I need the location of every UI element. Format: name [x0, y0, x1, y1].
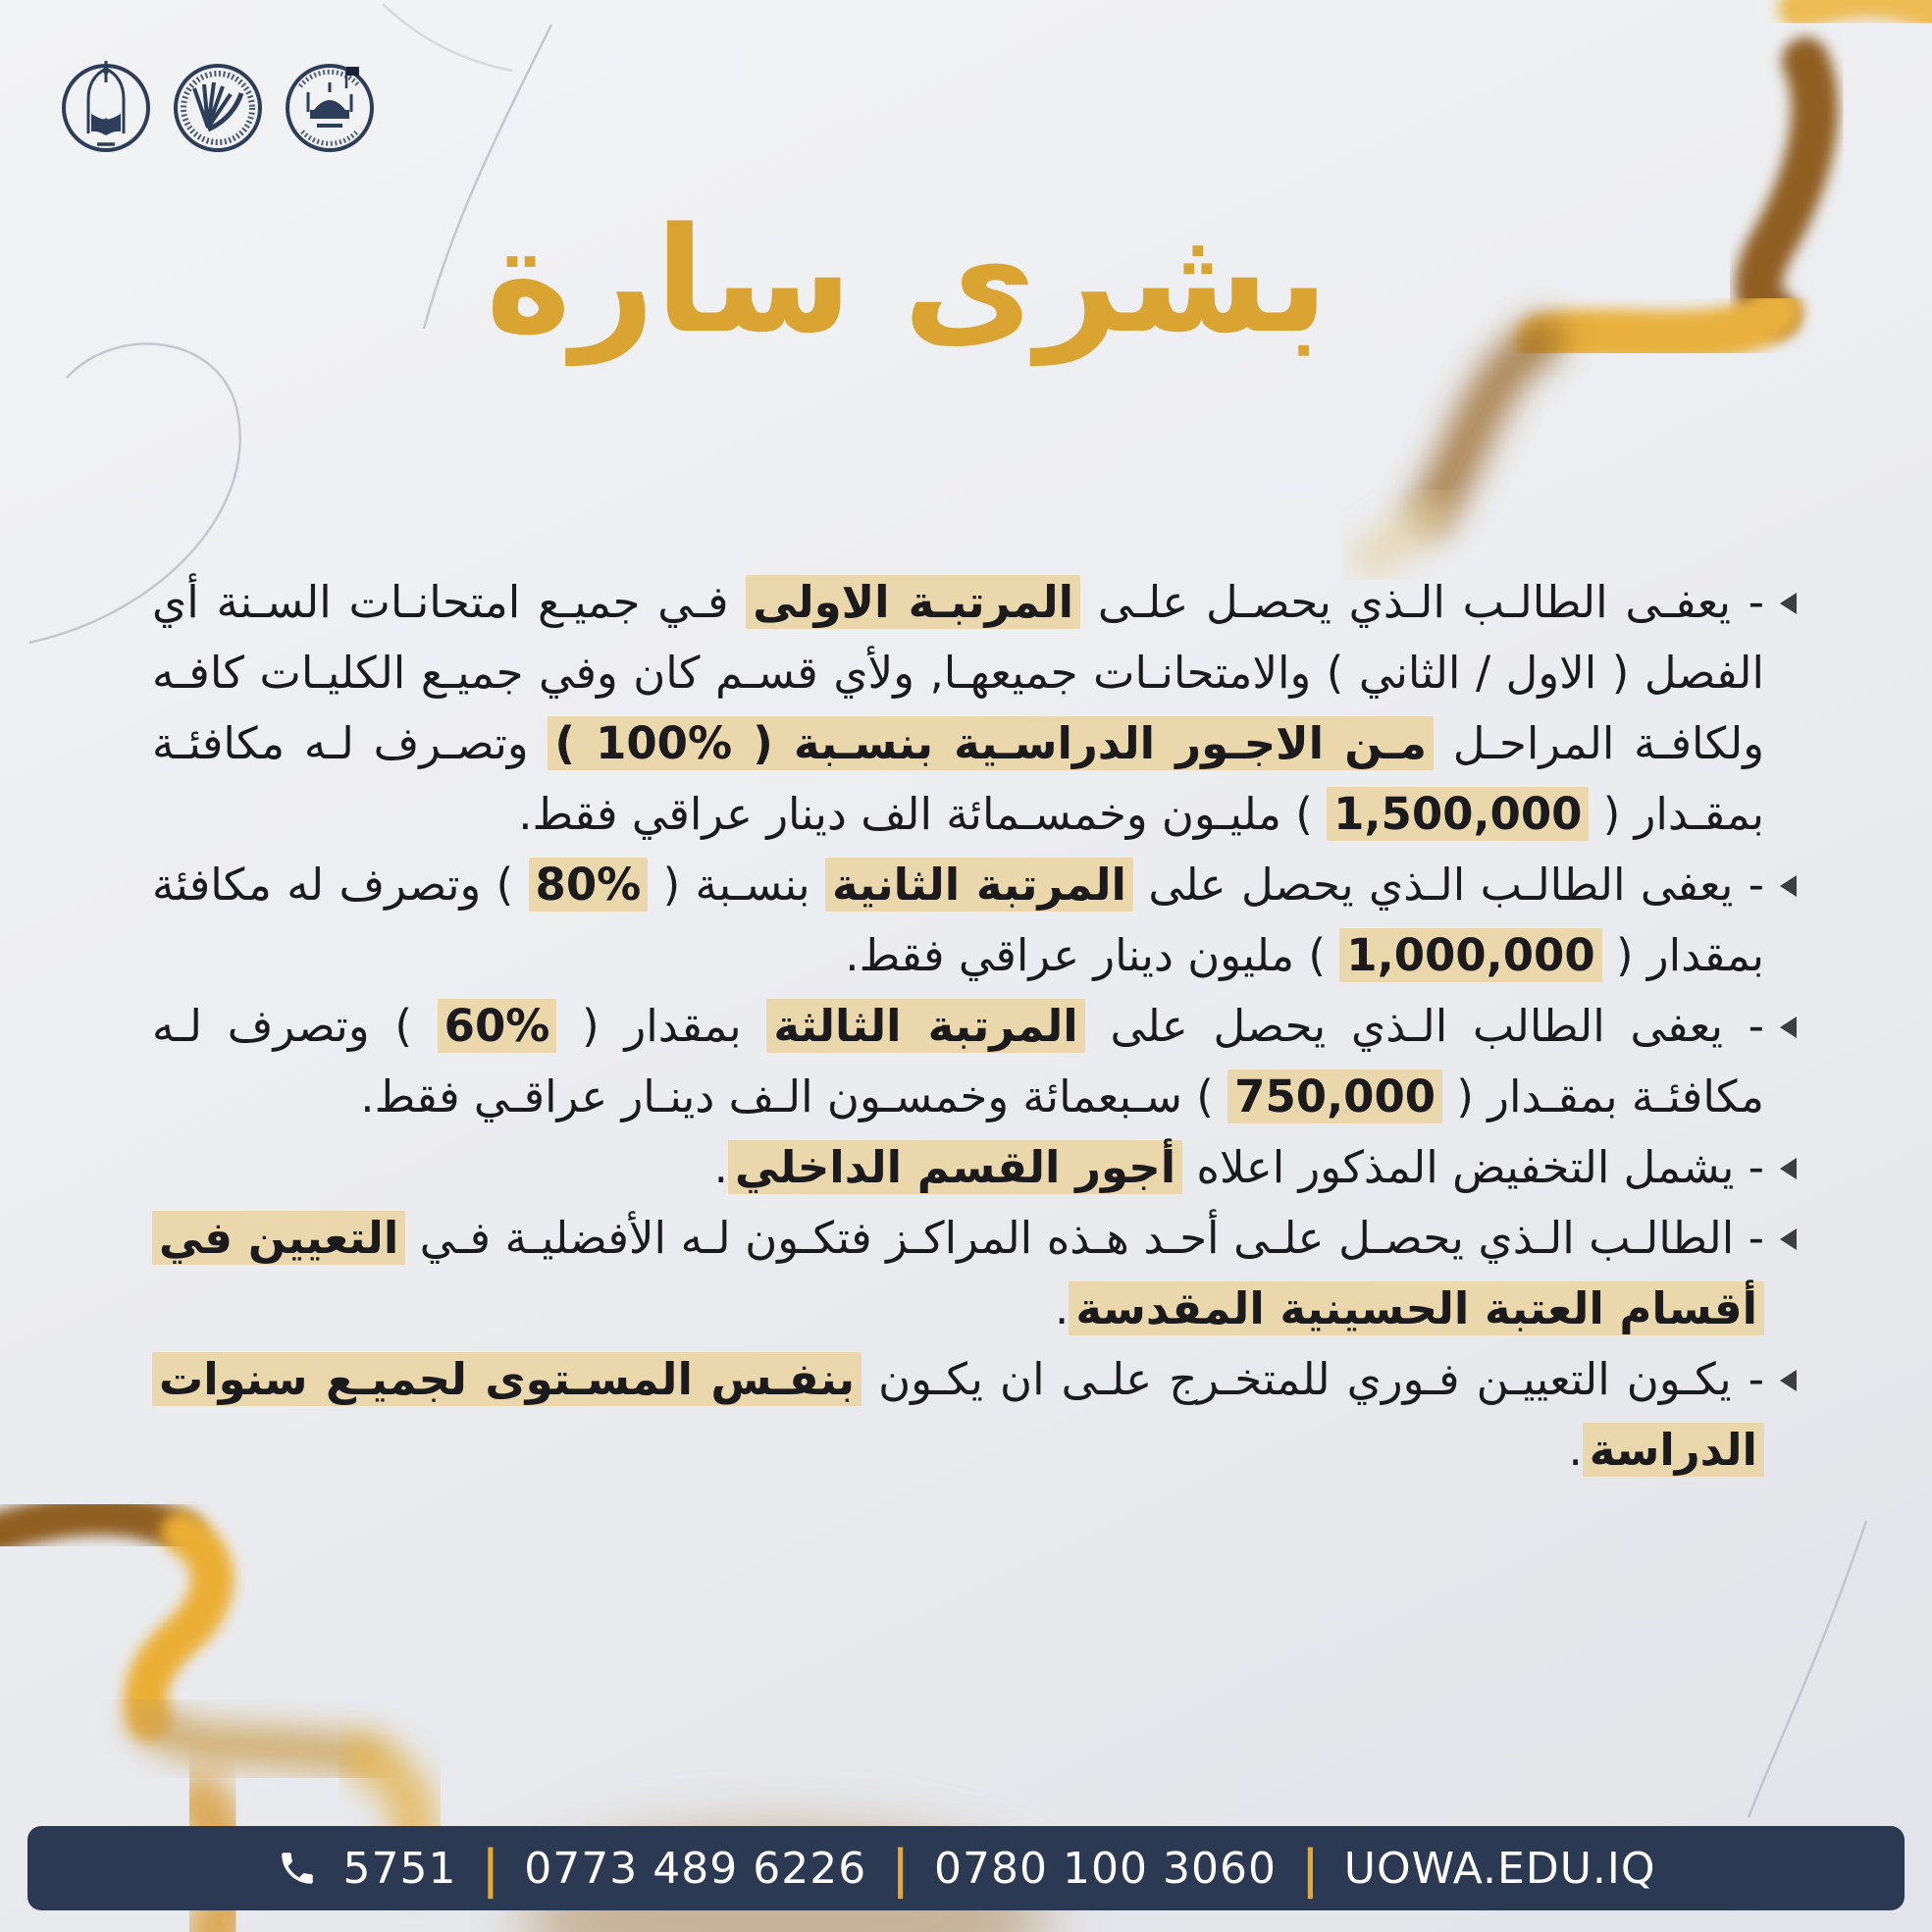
text-segment: فـي جميـع امتحانـات السـنة أي الفصل ( الاول / الثاني ) والامتحانـات جميعهـا, ولأي قسـم كان وفي جميـع الكليـات كافـه ولكافـة المراحـل: [152, 576, 1764, 769]
bullet-triangle-icon: [1780, 1370, 1797, 1391]
highlighted-text: 1,500,000: [1327, 787, 1589, 841]
list-item: [152, 567, 1797, 850]
text-segment: .: [1055, 1282, 1070, 1334]
text-segment: - يشمل التخفيض المذكور اعلاه: [1182, 1141, 1764, 1193]
highlighted-text: %60: [438, 999, 557, 1053]
bullet-text: [152, 991, 1764, 1132]
bullet-triangle-icon: [1780, 1017, 1797, 1038]
bullet-text: [152, 850, 1764, 991]
highlighted-text: بنفـس المسـتوى لجميـع سنوات الدراسة: [152, 1352, 1764, 1477]
text-segment: وتصـرف لـه مكافئـة بمقـدار (: [152, 717, 1764, 840]
ministry-of-higher-education-logo: [176, 66, 260, 150]
page-title: بشرى سارة: [485, 196, 1330, 365]
text-segment: بنسـبة (: [648, 859, 826, 911]
bullet-text: [152, 1203, 1764, 1344]
footer-separator: |: [892, 1837, 910, 1900]
text-segment: .: [1568, 1424, 1583, 1476]
phone-icon: [277, 1848, 318, 1889]
list-item: [152, 1132, 1797, 1203]
highlighted-text: المرتبـة الاولى: [746, 575, 1080, 629]
phone-number: 0780 100 3060: [934, 1843, 1277, 1894]
highlighted-text: التعيين في أقسام العتبة الحسينية المقدسة: [152, 1211, 1764, 1335]
footer-contact: [342, 1837, 1656, 1900]
highlighted-text: 1,000,000: [1339, 928, 1601, 982]
phone-number: 5751: [342, 1843, 457, 1894]
logo-row: [59, 53, 424, 167]
highlighted-text: المرتبة الثالثة: [766, 999, 1084, 1053]
text-segment: بمقدار (: [556, 1000, 767, 1052]
bullet-triangle-icon: [1780, 1228, 1797, 1250]
bullet-triangle-icon: [1780, 875, 1797, 897]
announcement-list: [152, 567, 1797, 1486]
text-segment: .: [713, 1141, 728, 1193]
university-of-warith-al-anbiyaa-logo: [64, 61, 148, 150]
bullet-text: [152, 1344, 1764, 1486]
text-segment: - يعفـى الطالـب الـذي يحصـل علـى: [1080, 576, 1764, 628]
list-item: [152, 1203, 1797, 1344]
list-item: [152, 991, 1797, 1132]
text-segment: ) مليون دينار عراقي فقط.: [845, 929, 1340, 981]
bullet-text: [152, 1132, 1764, 1203]
highlighted-text: أجور القسم الداخلي: [728, 1140, 1182, 1194]
bullet-triangle-icon: [1780, 1158, 1797, 1179]
highlighted-text: 750,000: [1227, 1070, 1442, 1123]
bullet-triangle-icon: [1780, 593, 1797, 614]
text-segment: - الطالـب الـذي يحصـل علـى أحـد هـذه المراكـز فتكـون لـه الأفضليـة فـي: [405, 1212, 1764, 1264]
text-segment: - يعفى الطالب الـذي يحصل على: [1084, 1000, 1764, 1052]
text-segment: ) وتصرف لـه مكافئـة بمقـدار (: [152, 1000, 1764, 1123]
text-segment: - يكـون التعييـن فـوري للمتخـرج علـى ان يكـون: [861, 1353, 1764, 1405]
website-link[interactable]: UOWA.EDU.IQ: [1343, 1843, 1656, 1894]
highlighted-text: مـن الاجـور الدراسـية بنسـبة ( %100 ): [548, 716, 1434, 770]
highlighted-text: %80: [529, 858, 649, 912]
text-segment: ) وتصرف له مكافئة بمقدار (: [152, 859, 1764, 981]
text-segment: - يعفى الطالـب الـذي يحصل على: [1132, 859, 1764, 911]
list-item: [152, 1344, 1797, 1486]
list-item: [152, 850, 1797, 991]
footer-separator: |: [482, 1837, 499, 1900]
imam-hussein-holy-shrine-logo: [287, 66, 372, 150]
phone-number: 0773 489 6226: [524, 1843, 867, 1894]
highlighted-text: المرتبة الثانية: [825, 858, 1133, 912]
text-segment: ) سـبعمائة وخمسـون الـف دينـار عراقـي فقط.: [360, 1070, 1228, 1123]
footer-bar: [27, 1826, 1905, 1910]
footer-separator: |: [1301, 1837, 1319, 1900]
bullet-text: [152, 567, 1764, 850]
text-segment: ) مليـون وخمسـمائة الف دينار عراقي فقط.: [518, 788, 1328, 840]
